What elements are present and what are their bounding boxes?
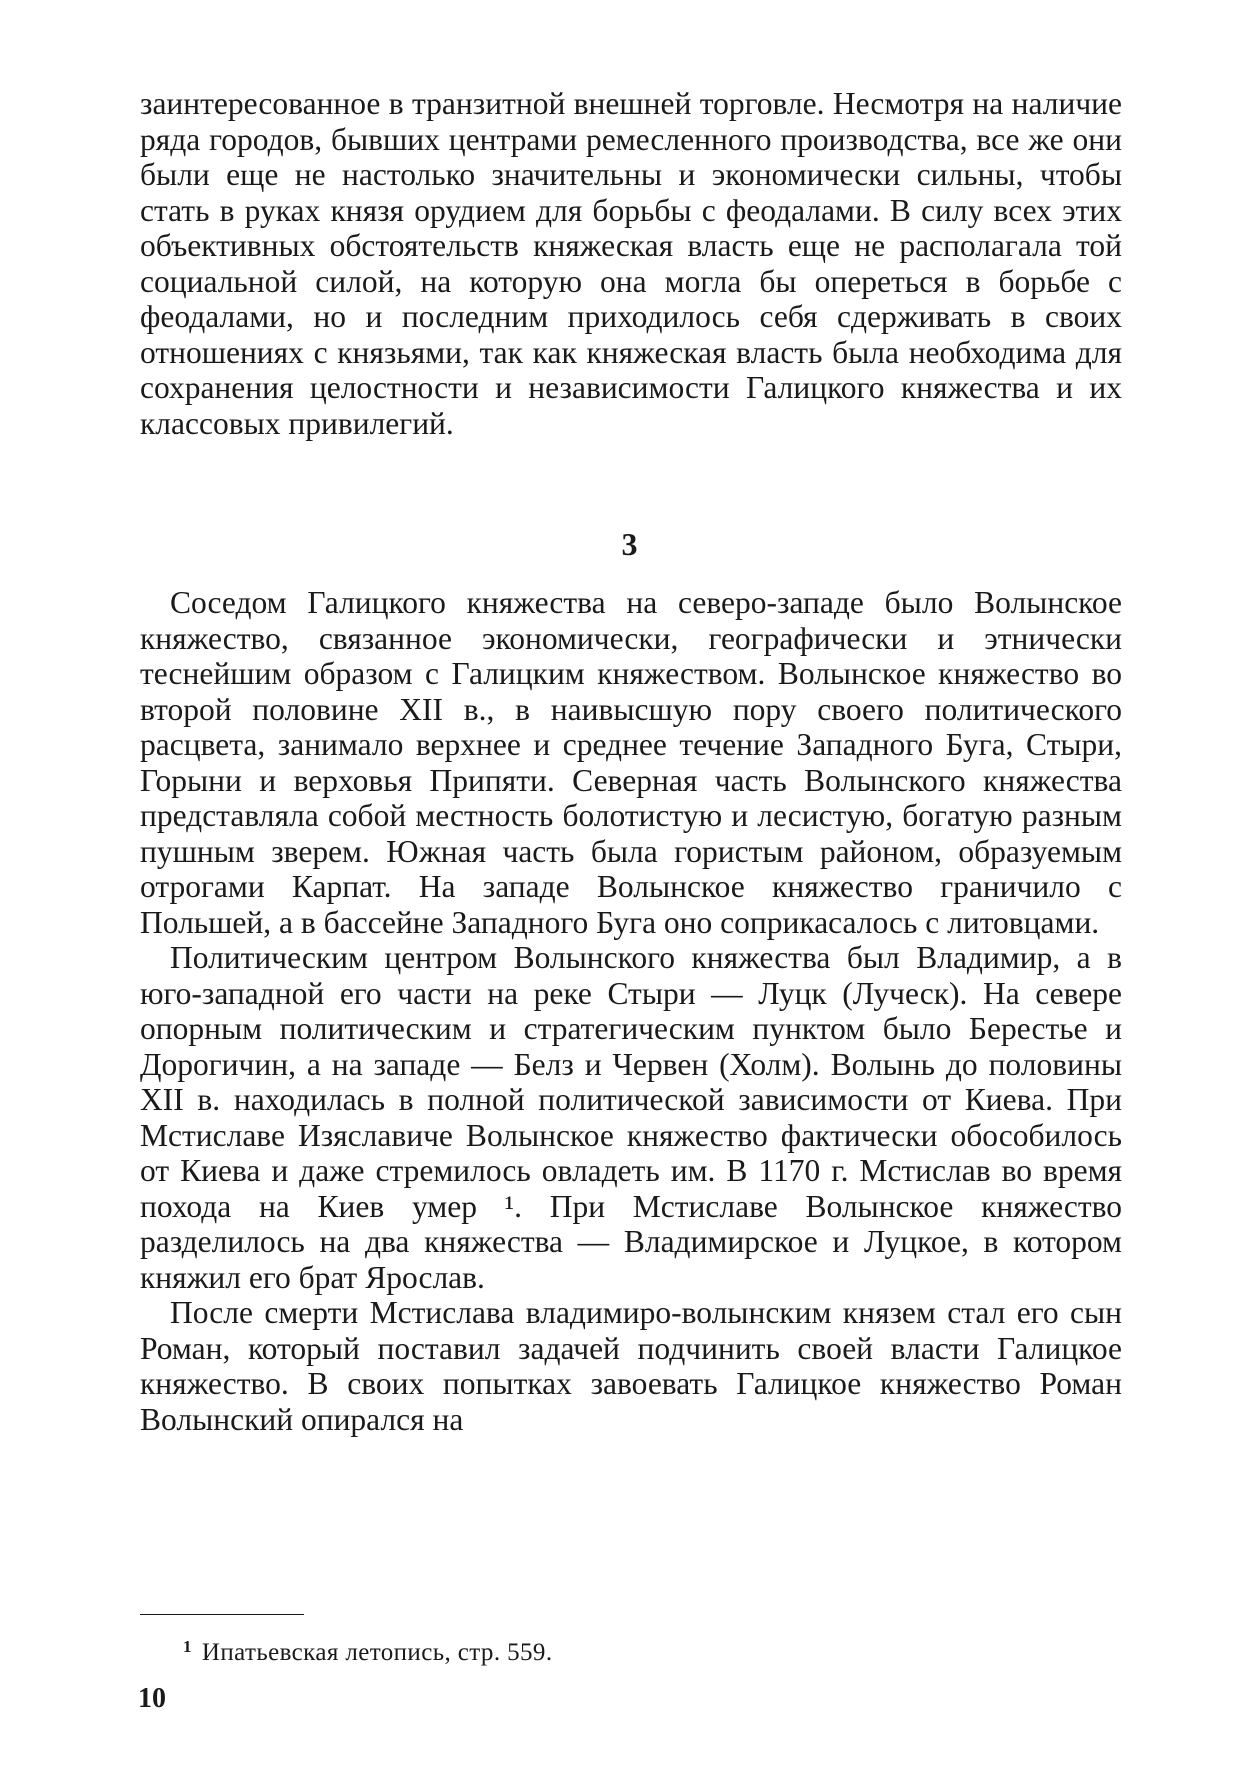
footnote-text: Ипатьевская летопись, стр. 559. — [201, 1639, 553, 1666]
paragraph: Соседом Галицкого княжества на северо-западе было Волынское княжество, связанное экономически, географически и этнически теснейшим образом с Галицким княжеством. Волынское княжество во второй половине XII в., в наивысшую пору своего политического расцвета, занимало верхнее и среднее течение Западного Буга, Стыри, Горыни и верховья Припяти. Северная часть Волынского княжества представляла собой местность болотистую и лесистую, богатую разным пушным зверем. Южная часть была гористым районом, образуемым отрогами Карпат. На западе Волынское княжество граничило с Польшей, а в бассейне Западного Буга оно соприкасалось с литовцами. — [140, 585, 1122, 940]
page-number: 10 — [138, 1683, 166, 1714]
paragraph: Политическим центром Волынского княжества был Владимир, а в юго-западной его части на реке Стыри — Луцк (Луческ). На севере опорным политическим и стратегическим пунктом было Берестье и Дорогичин, а на западе — Белз и Червен (Холм). Волынь до половины XII в. находилась в полной политической зависимости от Киева. При Мстиславе Изяславиче Волынское княжество фактически обособилось от Киева и даже стремилось овладеть им. В 1170 г. Мстислав во время похода на Киев умер ¹. При Мстиславе Волынское княжество разделилось на два княжества — Владимирское и Луцкое, в котором княжил его брат Ярослав. — [140, 940, 1122, 1295]
footnote — [183, 1632, 552, 1668]
footnote-marker: 1 — [183, 1637, 192, 1656]
section-number: 3 — [621, 526, 638, 562]
paragraph: После смерти Мстислава владимиро-волынским князем стал его сын Роман, который поставил задачей подчинить своей власти Галицкое княжество. В своих попытках завоевать Галицкое княжество Роман Волынский опирался на — [140, 1295, 1122, 1437]
section-body — [140, 585, 1122, 1437]
continued-paragraph — [140, 86, 1122, 441]
footnote-divider — [140, 1614, 304, 1615]
paragraph-text: заинтересованное в транзитной внешней торговле. Несмотря на наличие ряда городов, бывших центрами ремесленного производства, все же они были еще не настолько значительны и экономически сильны, чтобы стать в руках князя орудием для борьбы с феодалами. В силу всех этих объективных обстоятельств княжеская власть еще не располагала той социальной силой, на которую она могла бы опереться в борьбе с феодалами, но и последним приходилось себя сдерживать в своих отношениях с князьями, так как княжеская власть была необходима для сохранения целостности и независимости Галицкого княжества и их классовых привилегий. — [140, 86, 1122, 441]
